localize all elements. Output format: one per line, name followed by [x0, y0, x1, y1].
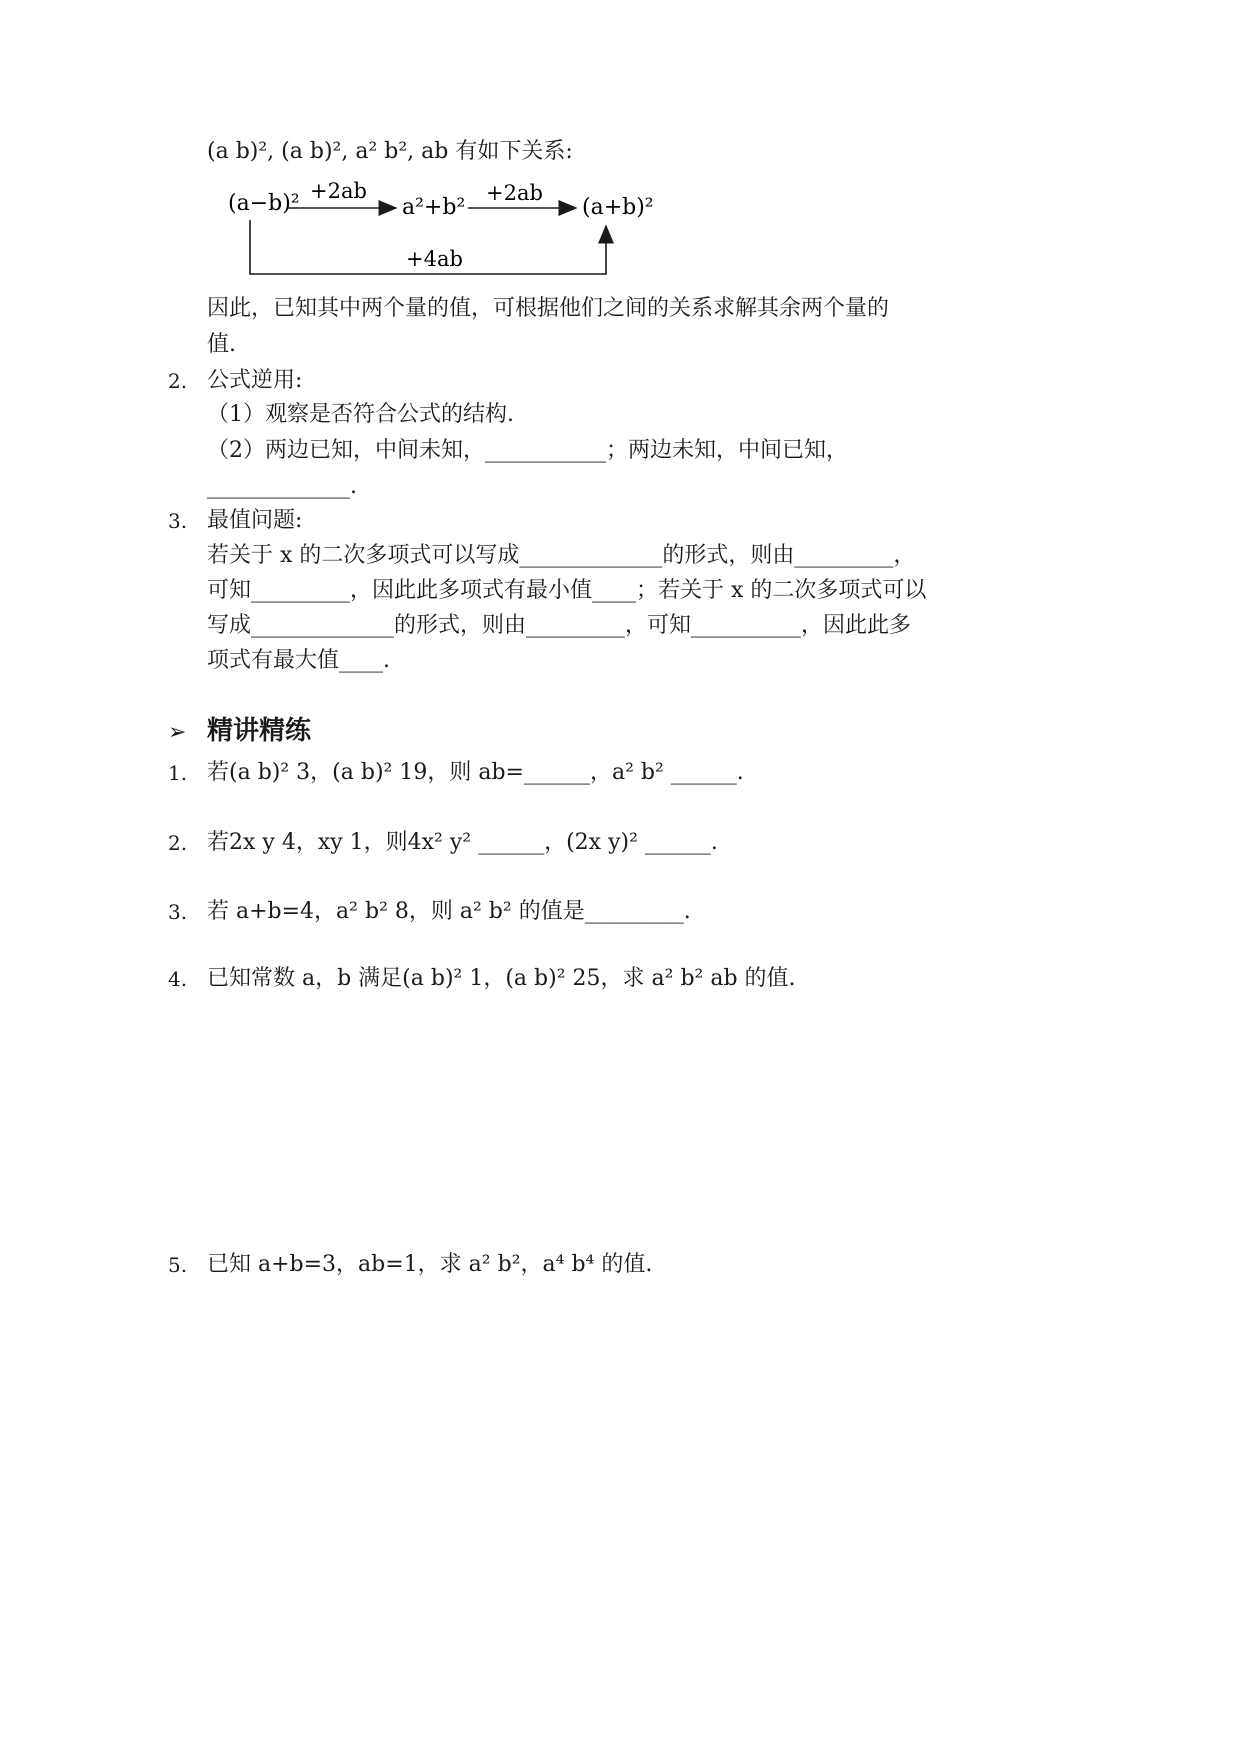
problem-3-number: 3.: [168, 900, 188, 924]
bottom-arrow-label: +4ab: [406, 247, 463, 271]
problem-5-text: 已知 a+b=3，ab=1，求 a² b²，a⁴ b⁴ 的值.: [207, 1252, 653, 1277]
conclusion-line-1: 因此，已知其中两个量的值，可根据他们之间的关系求解其余两个量的: [207, 296, 890, 321]
arrow1-label: +2ab: [310, 179, 367, 203]
item-2-sub-1: （1）观察是否符合公式的结构.: [207, 402, 514, 427]
diagram-right-label: (a+b)²: [582, 195, 654, 220]
problem-3-text: 若 a+b=4，a² b² 8，则 a² b² 的值是_________.: [207, 899, 691, 924]
item-2-sub-2: （2）两边已知，中间未知，___________；两边未知，中间已知，: [207, 438, 848, 463]
problem-4-number: 4.: [168, 967, 188, 991]
item-3-line-4: 项式有最大值____.: [207, 648, 390, 673]
problem-5-number: 5.: [168, 1253, 188, 1277]
section-arrow-icon: ➢: [168, 720, 187, 745]
problem-2-text: 若2x y 4，xy 1，则4x² y² ______，(2x y)² ______.: [207, 830, 718, 855]
conclusion-line-2: 值.: [207, 332, 236, 357]
item-2-sub-2-continued: _____________.: [207, 474, 357, 499]
problem-2-number: 2.: [168, 831, 188, 855]
item-3-number: 3.: [168, 509, 188, 533]
diagram-left-label: (a−b)²: [228, 191, 300, 216]
relation-intro: (a b)², (a b)², a² b², ab 有如下关系:: [207, 139, 573, 164]
item-2-number: 2.: [168, 369, 188, 393]
arrow2-label: +2ab: [486, 181, 543, 205]
item-2-title: 公式逆用:: [207, 368, 303, 393]
item-3-title: 最值问题:: [207, 508, 303, 533]
section-title: 精讲精练: [207, 716, 312, 746]
relation-diagram: [210, 172, 670, 282]
item-3-line-2: 可知_________，因此此多项式有最小值____；若关于 x 的二次多项式可以: [207, 578, 927, 603]
diagram-middle-label: a²+b²: [402, 195, 466, 220]
item-3-line-3: 写成_____________的形式，则由_________，可知__________，因此此多: [207, 613, 912, 638]
problem-1-text: 若(a b)² 3，(a b)² 19，则 ab=______，a² b² ______.: [207, 760, 744, 785]
problem-4-text: 已知常数 a，b 满足(a b)² 1，(a b)² 25，求 a² b² ab 的值.: [207, 966, 796, 991]
item-3-line-1: 若关于 x 的二次多项式可以写成_____________的形式，则由_________，: [207, 543, 916, 568]
problem-1-number: 1.: [168, 761, 188, 785]
